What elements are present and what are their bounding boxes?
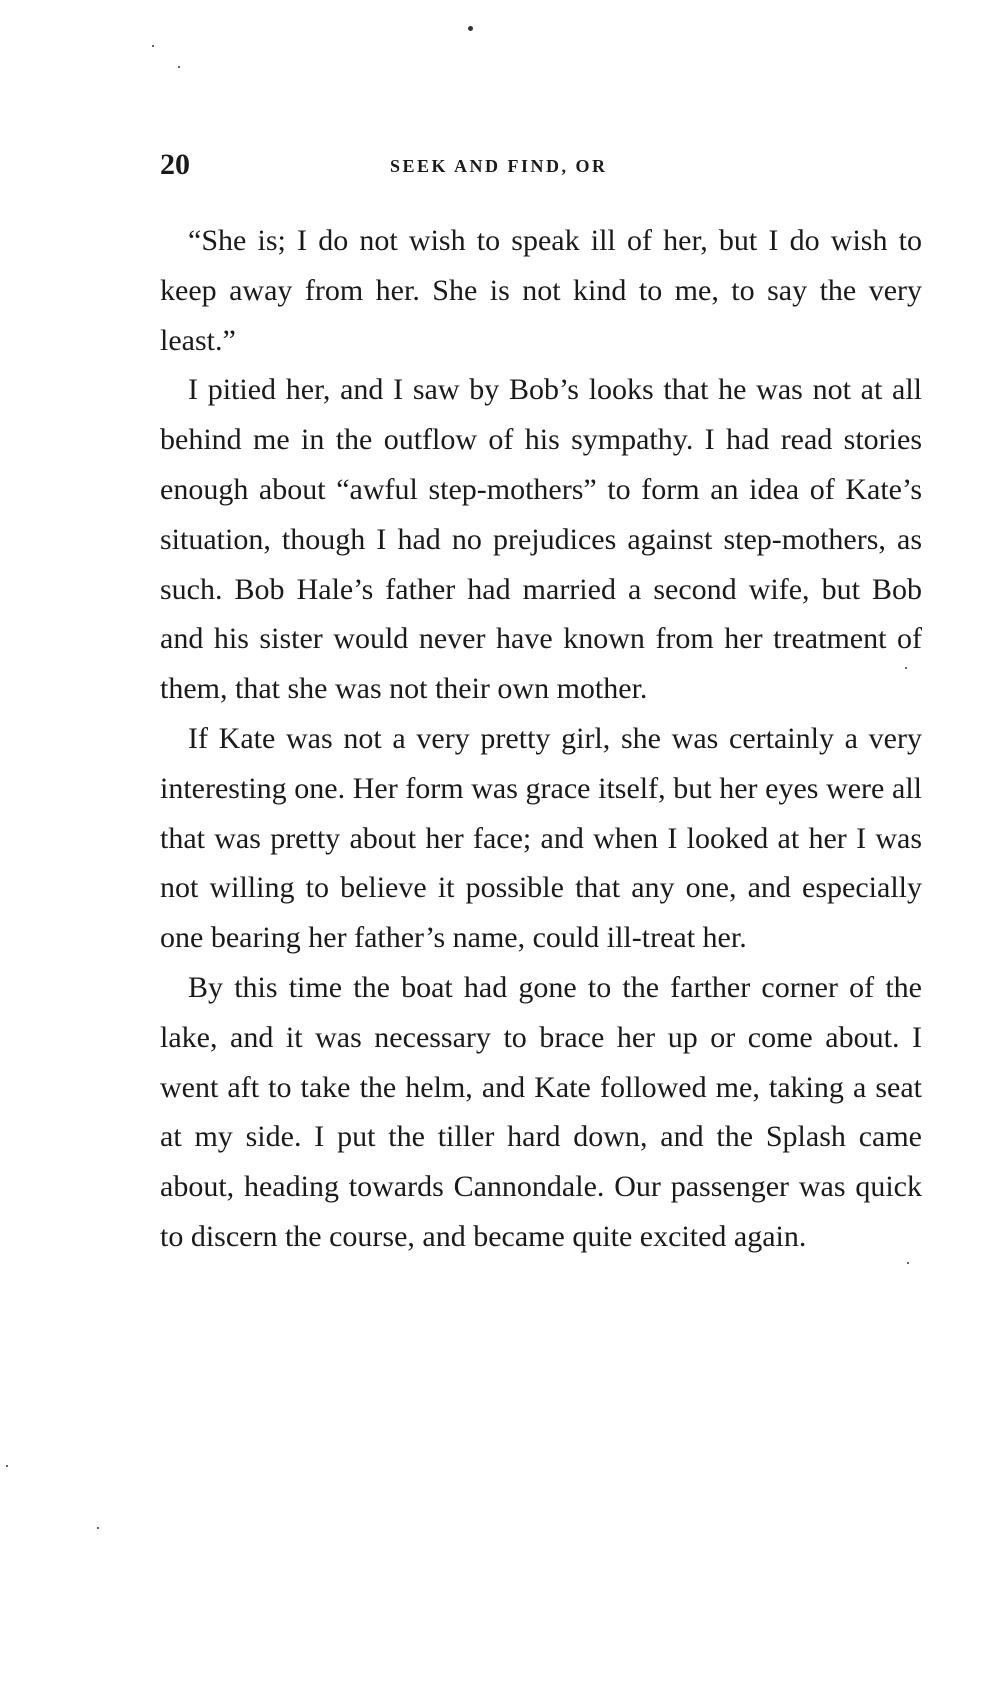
running-title: SEEK AND FIND, OR xyxy=(390,156,608,176)
running-head xyxy=(160,145,930,185)
paragraph: “She is; I do not wish to speak ill of her, but I do wish to keep away from her. She is not kind to me, to say the very least.” xyxy=(160,224,922,357)
print-speck xyxy=(97,1527,99,1529)
print-speck xyxy=(468,26,473,31)
paragraph: I pitied her, and I saw by Bob’s looks that he was not at all behind me in the outflow of his sympathy. I had read stories enough about “awful step-mothers” to form an idea of Kate’s situation, though I had no prejudices against step-mothers, as such. Bob Hale’s father had married a second wife, but Bob and his sister would never have known from her treatment of them, that she was not their own mother. xyxy=(160,373,922,706)
print-speck xyxy=(152,45,154,47)
paragraph: By this time the boat had gone to the farther corner of the lake, and it was necessary to brace her up or come about. I went aft to take the helm, and Kate followed me, taking a seat at my side. I put the tiller hard down, and the Splash came about, heading towards Cannondale. Our passenger was quick to discern the course, and became quite excited again. xyxy=(160,970,922,1253)
paragraph: If Kate was not a very pretty girl, she was certainly a very interesting one. Her form was grace itself, but her eyes were all that was pretty about her face; and when I looked at her I was not willing to believe it possible that any one, and especially one bearing her father’s name, could ill-treat her. xyxy=(160,721,922,955)
print-speck xyxy=(907,1262,909,1264)
body-text xyxy=(160,216,922,1262)
page-number: 20 xyxy=(160,148,190,181)
print-speck xyxy=(178,66,180,68)
print-speck xyxy=(6,1465,8,1467)
